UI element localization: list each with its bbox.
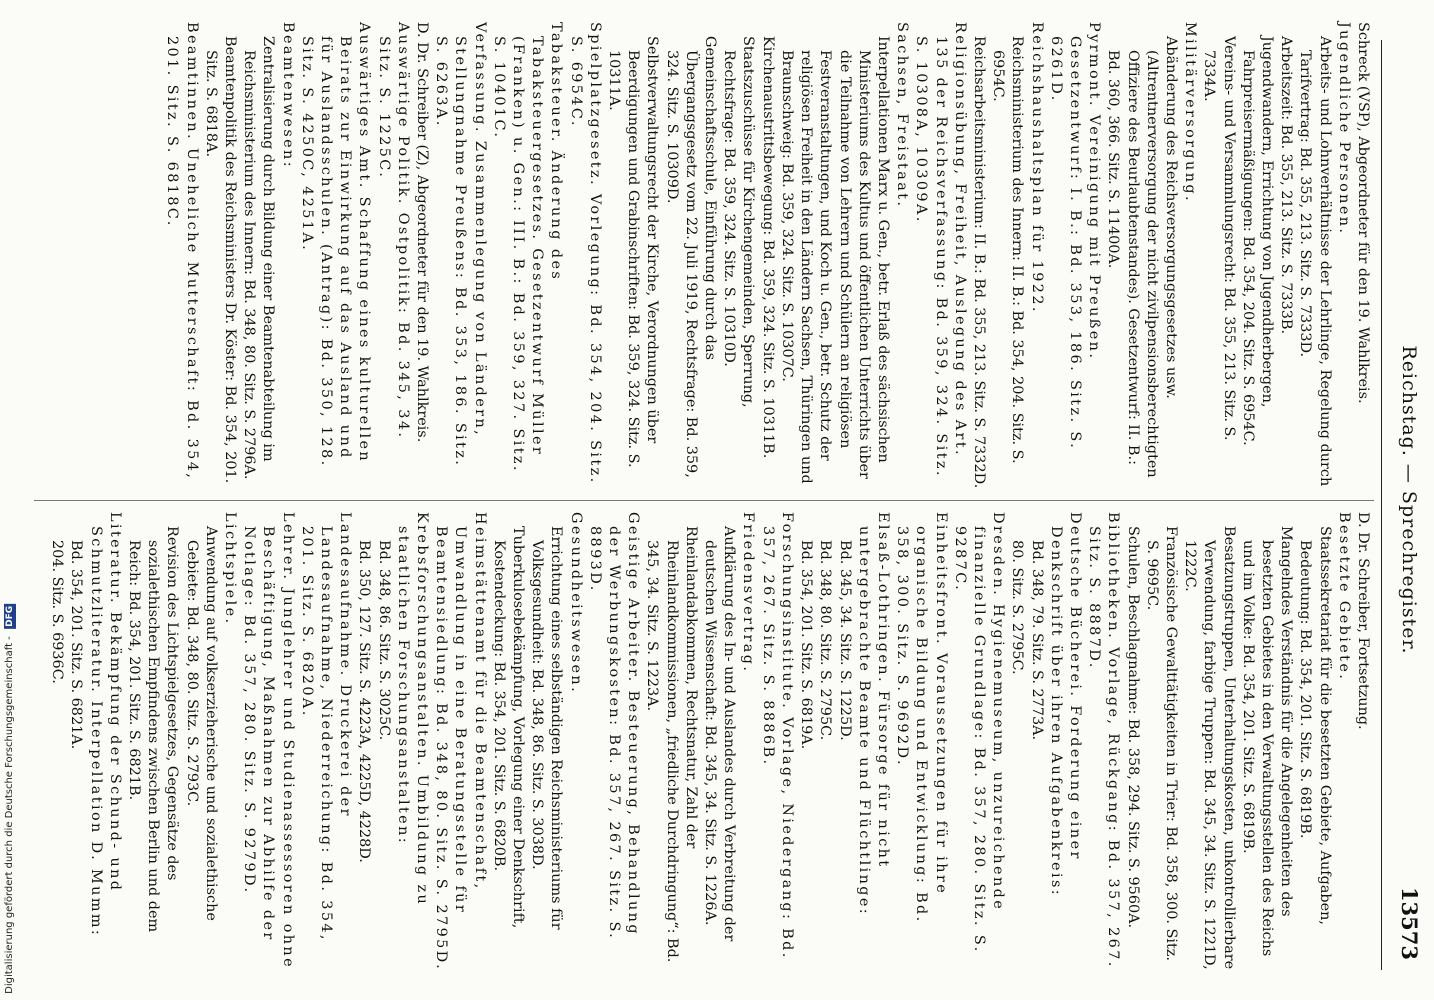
register-entry: Besetzte Gebiete. (1335, 512, 1352, 682)
register-entry: Landesaufnahme. Druckerei der Landesaufnahme, Niederreichung: Bd. 354, 201. Sitz. S. 6820A. (298, 512, 354, 942)
digitization-note (4, 604, 16, 994)
register-entry: Sachsen, Freistaat. (894, 22, 911, 209)
register-entry: Jugendwandern, Errichtung von Jugendherbergen, Fahrpreisermäßigungen: Bd. 354, 204. Sitz. S. 6954C. (1239, 36, 1275, 446)
register-entry: Bd. 350, 127. Sitz. S. 4223A, 4225D, 4228D. (356, 540, 373, 863)
register-entry: Vereins- und Versammlungsrecht: Bd. 355, 213. Sitz. S. 7334A. (1201, 36, 1237, 441)
register-entry: Abänderung des Reichsversorgungsgesetzes usw. (Altrentnerversorgung der nicht zivilpensionsberechtigten Offiziere des Beurlaubtenstandes). Gesetzentwurf: II. B.: Bd. 360, 366. Sitz. S. 11400A. (1105, 36, 1179, 478)
register-entry: Anwendung auf volkserzieherische und sozialethische Gebiete: Bd. 348, 80. Sitz. S. 2793C. (183, 526, 219, 921)
register-entry: Forschungsinstitute. Vorlage, Niedergang: Bd. 357, 267. Sitz. S. 8886B. (759, 512, 795, 960)
register-entry: Literatur. Bekämpfung der Schund- und Schmutzliteratur. Interpellation D. Mumm: (87, 512, 123, 938)
register-entry: Verfassung. Zusammenlegung von Ländern, Stellungnahme Preußens: Bd. 353, 186. Sitz. S. 6263A. (433, 22, 488, 468)
register-entry: Revision des Lichtspielgesetzes, Gegensätze des sozialethischen Empfindens zwischen Berlin und dem Reich: Bd. 354, 201. Sitz. S. 6821B. (126, 526, 181, 933)
register-entry: Selbstverwaltungsrecht der Kirche, Verordnungen über Beerdigungen und Grabinschriften: Bd. 359, 324. Sitz. S. 10311A. (606, 36, 661, 468)
register-entry: Schulen, Beschlagnahme: Bd. 358, 294. Sitz. S. 9560A. (1124, 526, 1141, 929)
register-entry: Besatzungstruppen, Unterhaltungskosten, unkontrollierbare Verwendung, farbige Truppen: Bd. 345, 34. Sitz. S. 1221D, 1222C. (1182, 526, 1237, 970)
register-entry: Arbeits- und Lohnverhältnisse der Lehrlinge, Regelung durch Tarifvertrag: Bd. 355, 213. Sitz. S. 7333D. (1297, 36, 1333, 487)
register-entry: Errichtung eines selbständigen Reichsministeriums für Volksgesundheit: Bd. 348, 86. Sitz. S. 3038D. (529, 526, 565, 930)
register-entry: Gemeinschaftsschule, Einführung durch das Übergangsgesetz vom 22. Juli 1919, Rechtsfrage: Bd. 359, 324. Sitz. S. 10309D. (663, 36, 719, 478)
register-entry: Friedensvertrag. (740, 512, 757, 674)
register-entry: 204. Sitz. S. 6936C. (49, 540, 66, 684)
page-number: 13573 (1397, 886, 1422, 960)
register-entry: Tuberkulosebekämpfung, Vorlegung einer Denkschrift, Kostendeckung: Bd. 354, 201. Sitz. S. 6820B. (490, 526, 527, 929)
header-rule (1381, 40, 1382, 970)
register-entry: Krebsforschungsanstalten. Umbildung zu staatlichen Forschungsanstalten: (394, 512, 431, 907)
register-entry: Tabaksteuer. Änderung des Tabaksteuergesetzes. Gesetzentwurf Müller (Franken) u. Gen.: III. B.: Bd. 359, 327. Sitz. S. 10401C. (490, 22, 565, 473)
register-entry: Heimstättenamt für die Beamtenschaft, Umwandlung in eine Beratungsstelle für Beamtensiedlung: Bd. 348, 80. Sitz. S. 2795D. (433, 512, 488, 972)
register-entry: Elsaß-Lothringen. Fürsorge für nicht untergebrachte Beamte und Flüchtlinge: (855, 512, 891, 917)
register-entry: Mangelndes Verständnis für die Angelegenheiten des besetzten Gebietes in den Verwaltungsstellen des Reichs und im Volke: Bd. 354, 201. Sitz. S. 6819B. (1239, 526, 1295, 957)
speaker-entry: Schreck (VSP), Abgeordneter für den 19. Wahlkreis. (1355, 22, 1371, 404)
register-entry: Beamtenwesen: (279, 22, 296, 169)
page-header (1386, 0, 1426, 1000)
register-entry: Geistige Arbeiter. Besteuerung, Behandlung der Werbungskosten: Bd. 357, 267. Sitz. S. 8893D. (586, 512, 642, 941)
register-entry: Lehrer. Junglehrer und Studienassessoren ohne Beschäftigung, Maßnahmen zur Abhilfe der Notlage: Bd. 357, 280. Sitz. S. 9279D. (241, 512, 296, 970)
register-entry: 80. Sitz. S. 2795C. (1009, 540, 1026, 675)
register-entry: Bd. 348, 80. Sitz. S. 2795C. (817, 540, 834, 741)
register-entry: Zentralisierung durch Bildung einer Beamtenabteilung im Reichsministerium des Innern: Bd. 348, 80. Sitz. S. 2796A. (241, 36, 277, 480)
register-entry: Dresden. Hygienemuseum, unzureichende finanzielle Grundlage: Bd. 357, 280. Sitz. S. 9287C. (951, 512, 1007, 954)
right-column (47, 512, 1372, 972)
register-entry: Bd. 345, 34. Sitz. S. 1225D. (836, 540, 853, 741)
register-entry: Kirchenaustrittsbewegung: Bd. 359, 324. Sitz. S. 10311B. (759, 36, 776, 459)
register-entry: Staatszuschüsse für Kirchengemeinden, Sperrung, Rechtsfrage: Bd. 359, 324. Sitz. S. 10310D. (721, 36, 757, 408)
register-entry: Religionsübung, Freiheit, Auslegung des Art. 135 der Reichsverfassung: Bd. 359, 324. Sitz. S. 10308A, 10309A. (913, 22, 968, 478)
register-entry: Bd. 348, 79. Sitz. S. 2773A. (1028, 540, 1045, 741)
register-entry: Interpellationen Marx u. Gen., betr. Erlaß des sächsischen Ministeriums des Kultus und öffentlichen Unterrichts über die Teilnahme von Lehrern und Schülern an religiösen Festveranstaltungen, und Koch u. Gen., betr. Schutz der religiösen Freiheit in den Ländern Sachsen, Thüringen und Braunschweig: Bd. 359, 324. Sitz. S. 10307C. (778, 36, 891, 484)
register-entry: Staatssekretariat für die besetzten Gebiete, Aufgaben, Bedeutung: Bd. 354, 201. Sitz. S. 6819B. (1297, 526, 1333, 925)
running-title: Reichstag. — Sprechregister. (1398, 345, 1420, 655)
speaker-entry: D. Dr. Schreiber (Z), Abgeordneter für den 19. Wahlkreis. (414, 22, 431, 443)
register-entry: Bd. 354, 201. Sitz. S. 6821A. (68, 540, 85, 750)
register-entry: Militärversorgung. (1182, 22, 1199, 203)
register-entry: Auswärtiges Amt. Schaffung eines kulturellen Beirats zur Einwirkung auf das Ausland und für Auslandsschulen. (Antrag): Bd. 350, 128. Sitz. S. 4250C, 4251A. (298, 22, 373, 468)
dfg-logo: DFG (5, 606, 15, 628)
register-entry: Aufklärung des In- und Auslandes durch Verbreitung der deutschen Wissenschaft: Bd. 345, 34. Sitz. S. 1226A. (702, 526, 738, 942)
register-entry: Jugendliche Personen. (1335, 22, 1352, 236)
register-entry: Beamtenpolitik des Reichsministers Dr. Köster: Bd. 354, 201. Sitz. S. 6818A. (202, 36, 239, 484)
register-entry: Deutsche Bücherei. Forderung einer Denkschrift über ihren Aufgabenkreis: (1047, 512, 1083, 898)
register-entry: Bd. 348, 86. Sitz. S. 3025C. (375, 540, 392, 741)
register-entry: Beamtinnen. Uneheliche Mutterschaft: Bd. 354, 201. Sitz. S. 6818C. (164, 22, 200, 481)
register-entry: Reichshaushaltsplan für 1922. (1028, 22, 1045, 314)
register-entry: Reichsarbeitsministerium: II. B.: Bd. 355, 213. Sitz. S. 7332D. (970, 36, 987, 489)
register-entry: Pyrmont. Vereinigung mit Preußen. Gesetzentwurf: I. B.: Bd. 353, 186. Sitz. S. 6261D. (1047, 22, 1103, 451)
column-separator (34, 500, 1374, 501)
register-entry: Auswärtige Politik. Ostpolitik: Bd. 345, 34. Sitz. S. 1225C. (375, 22, 411, 440)
register-entry: Spielplatzgesetz. Vorlegung: Bd. 354, 204. Sitz. S. 6954C. (567, 22, 603, 485)
register-entry: Rheinlandabkommen, Rechtsnatur, Zahl der Rheinlandkommissionen, „friedliche Durchdringung“: Bd. 345, 34. Sitz. S. 1223A. (644, 526, 699, 963)
digitization-text: Digitalisierung gefördert durch die Deutsche Forschungsgemeinschaft - (4, 636, 15, 994)
register-entry: Reichsministerium des Innern: II. B.: Bd. 354, 204. Sitz. S. 6954C. (990, 36, 1026, 464)
register-entry: Bibliotheken. Vorlage, Rückgang: Bd. 357, 267. Sitz. S. 8887D. (1086, 512, 1122, 969)
register-entry: Französische Gewalttätigkeiten in Trier: Bd. 358, 300. Sitz. S. 9695C. (1143, 526, 1179, 961)
register-entry: Arbeitszeit: Bd. 355, 213. Sitz. S. 7333B. (1278, 36, 1295, 335)
left-column (162, 22, 1372, 490)
register-entry: Lichtspiele. (222, 512, 239, 626)
register-entry: Bd. 354, 201. Sitz. S. 6819A. (798, 540, 815, 750)
register-entry: Gesundheitswesen. (567, 512, 584, 695)
register-entry: Einheitsfront. Voraussetzungen für ihre organische Bildung und Entwicklung: Bd. 358, 300. Sitz. S. 9692D. (894, 512, 949, 924)
speaker-entry: D. Dr. Schreiber, Fortsetzung. (1355, 512, 1371, 730)
